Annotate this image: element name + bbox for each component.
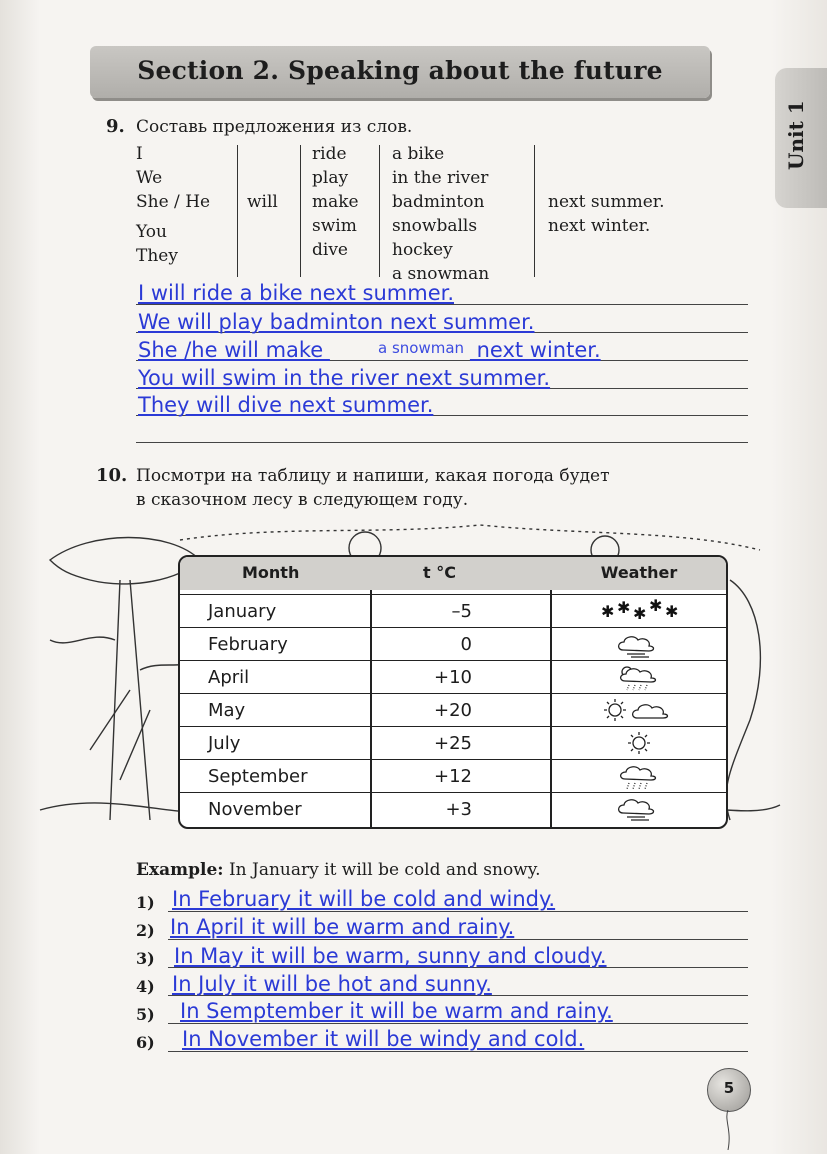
month-cell: February (208, 634, 288, 655)
temp-cell: 0 (460, 634, 472, 655)
svg-text:✱: ✱ (601, 602, 615, 621)
subject-item: I (136, 144, 143, 164)
temp-cell: +3 (445, 799, 472, 820)
example-sentence (136, 860, 540, 880)
time-item: next winter. (548, 216, 651, 236)
answer-number: 2) (136, 921, 155, 940)
temp-cell: +25 (434, 733, 472, 754)
page-number-badge (707, 1068, 751, 1112)
wind-cloud-icon (552, 795, 726, 828)
answer-number: 3) (136, 949, 155, 968)
object-item: a snowman (392, 264, 490, 284)
temp-cell: +12 (434, 766, 472, 787)
answer-number: 1) (136, 893, 155, 912)
ex10-answer-6: In November it will be windy and cold. (182, 1027, 585, 1051)
auxiliary-word: will (247, 192, 278, 212)
column-divider (534, 145, 535, 277)
example-label: Example: (136, 860, 224, 880)
ex9-answer-5: They will dive next summer. (138, 393, 434, 417)
ex10-answer-1: In February it will be cold and windy. (172, 887, 556, 911)
ex9-answer-3-insert: a snowman (378, 339, 465, 357)
section-banner (90, 46, 710, 98)
exercise-9-number: 9. (106, 116, 125, 137)
object-item: hockey (392, 240, 453, 260)
weather-table (178, 555, 728, 829)
subject-item: They (136, 246, 178, 266)
table-row (180, 792, 726, 826)
temp-cell: –5 (451, 601, 472, 622)
verb-item: ride (312, 144, 347, 164)
answer-number: 6) (136, 1033, 155, 1052)
object-item: badminton (392, 192, 485, 212)
month-cell: July (208, 733, 241, 754)
header-temp: t °C (423, 563, 456, 582)
svg-text:✱: ✱ (649, 597, 663, 615)
sun-icon (552, 729, 726, 762)
ex9-answer-1: I will ride a bike next summer. (138, 281, 454, 305)
temp-cell: +20 (434, 700, 472, 721)
exercise-10-number: 10. (96, 465, 128, 486)
month-cell: September (208, 766, 308, 787)
ex10-answer-2: In April it will be warm and rainy. (170, 915, 515, 939)
header-weather: Weather (600, 563, 678, 582)
sun-and-cloud-icon (552, 696, 726, 729)
verb-item: make (312, 192, 359, 212)
subject-item: We (136, 168, 163, 188)
svg-text:✱: ✱ (633, 604, 647, 623)
table-row (180, 693, 726, 727)
column-divider (300, 145, 301, 277)
ex9-answer-3-start: She /he will make (138, 338, 330, 362)
subject-item: She / He (136, 192, 211, 212)
ex9-answer-2: We will play badminton next summer. (138, 310, 535, 334)
month-cell: May (208, 700, 246, 721)
ex9-answer-3-tail: next winter. (469, 338, 601, 362)
snow-icon (552, 597, 726, 630)
answer-number: 5) (136, 1005, 155, 1024)
table-row (180, 627, 726, 661)
answer-line (168, 911, 748, 912)
svg-text:✱: ✱ (665, 602, 679, 621)
page-number: 5 (723, 1079, 735, 1097)
ex10-answer-3: In May it will be warm, sunny and cloudy. (174, 944, 607, 968)
ex9-answer-4: You will swim in the river next summer. (138, 366, 551, 390)
month-cell: April (208, 667, 250, 688)
column-divider (237, 145, 238, 277)
time-item: next summer. (548, 192, 665, 212)
subjects-column (136, 142, 210, 268)
ex10-answer-5: In Semptember it will be warm and rainy. (180, 999, 613, 1023)
times-column (548, 190, 664, 238)
month-cell: November (208, 799, 302, 820)
table-row (180, 759, 726, 793)
answer-line (168, 939, 748, 940)
object-item: a bike (392, 144, 445, 164)
balloon-string (722, 1110, 734, 1150)
wind-cloud-icon (552, 630, 726, 663)
exercise-10-instruction-line1: Посмотри на таблицу и напиши, какая погода будет (136, 466, 610, 486)
answer-line (136, 442, 748, 443)
column-divider (379, 145, 380, 277)
exercise-9-instruction: Составь предложения из слов. (136, 117, 413, 137)
example-text: In January it will be cold and snowy. (223, 860, 541, 880)
verb-item: swim (312, 216, 357, 236)
answer-number: 4) (136, 977, 155, 996)
unit-tab-label: Unit 1 (784, 100, 808, 170)
header-month: Month (242, 563, 300, 582)
table-header-row (180, 557, 726, 590)
objects-column (392, 142, 489, 286)
ex10-answer-4: In July it will be hot and sunny. (172, 972, 492, 996)
table-row (180, 726, 726, 760)
temp-cell: +10 (434, 667, 472, 688)
svg-text:✱: ✱ (617, 598, 631, 617)
verb-item: dive (312, 240, 348, 260)
verbs-column (312, 142, 359, 262)
section-title: Section 2. Speaking about the future (137, 56, 663, 85)
answer-line (168, 1023, 748, 1024)
exercise-10-instruction-line2: в сказочном лесу в следующем году. (136, 490, 469, 510)
table-row (180, 594, 726, 628)
subject-item: You (136, 222, 167, 242)
month-cell: January (208, 601, 277, 622)
answer-line (168, 1051, 748, 1052)
table-row (180, 660, 726, 694)
object-item: in the river (392, 168, 489, 188)
verb-item: play (312, 168, 349, 188)
ex9-answer-3 (138, 338, 601, 362)
object-item: snowballs (392, 216, 478, 236)
